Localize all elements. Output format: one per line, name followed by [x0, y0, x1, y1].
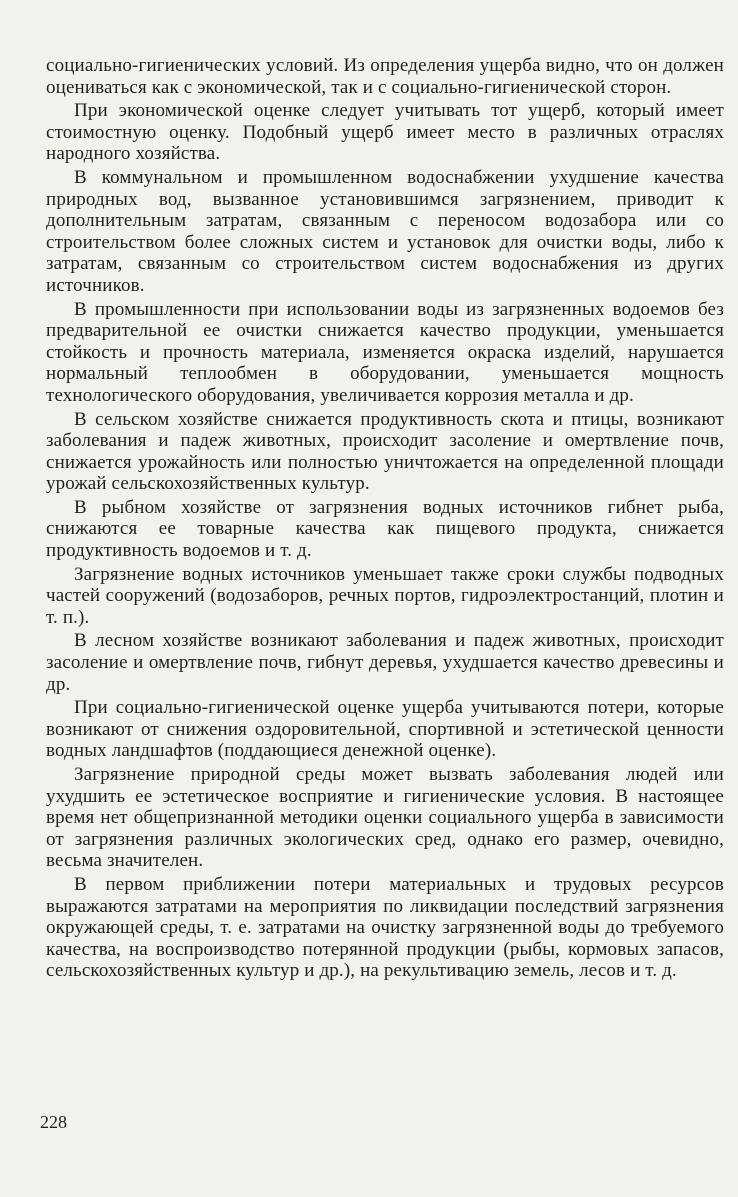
paragraph: социально-гигиенических условий. Из определения ущерба видно, что он должен оцениваться как с экономической, так и с социально-гигиенической сторон. — [46, 55, 724, 98]
page-body — [46, 55, 724, 984]
paragraph: В первом приближении потери материальных и трудовых ресурсов выражаются затратами на мероприятия по ликвидации последствий загрязнения окружающей среды, т. е. затратами на очистку загрязненной воды до требуемого качества, на воспроизводство потерянной продукции (рыбы, кормовых запасов, сельскохозяйственных культур и др.), на рекультивацию земель, лесов и т. д. — [46, 873, 724, 982]
paragraph: При экономической оценке следует учитывать тот ущерб, который имеет стоимостную оценку. Подобный ущерб имеет место в различных отраслях народного хозяйства. — [46, 100, 724, 165]
paragraph: В лесном хозяйстве возникают заболевания и падеж животных, происходит засоление и омертвление почв, гибнут деревья, ухудшается качество древесины и др. — [46, 630, 724, 695]
paragraph: В промышленности при использовании воды из загрязненных водоемов без предварительной ее очистки снижается качество продукции, уменьшается стойкость и прочность материала, изменяется окраска изделий, нарушается нормальный теплообмен в оборудовании, уменьшается мощность технологического оборудования, увеличивается коррозия металла и др. — [46, 298, 724, 406]
paragraph: Загрязнение природной среды может вызвать заболевания людей или ухудшить ее эстетическое восприятие и гигиенические условия. В настоящее время нет общепризнанной методики оценки социального ущерба в зависимости от загрязнения различных экологических сред, однако его размер, очевидно, весьма значителен. — [46, 764, 724, 872]
paragraph: При социально-гигиенической оценке ущерба учитываются потери, которые возникают от снижения оздоровительной, спортивной и эстетической ценности водных ландшафтов (поддающиеся денежной оценке). — [46, 697, 724, 762]
paragraph: В коммунальном и промышленном водоснабжении ухудшение качества природных вод, вызванное установившимся загрязнением, приводит к дополнительным затратам, связанным с переносом водозабора или со строительством более сложных систем и установок для очистки воды, либо к затратам, связанным со строительством систем водоснабжения из других источников. — [46, 166, 724, 296]
paragraph: Загрязнение водных источников уменьшает также сроки службы подводных частей сооружений (водозаборов, речных портов, гидроэлектростанций, плотин и т. п.). — [46, 563, 724, 628]
page-number: 228 — [40, 1112, 67, 1132]
paragraph: В сельском хозяйстве снижается продуктивность скота и птицы, возникают заболевания и падеж животных, происходит засоление и омертвление почв, снижается урожайность или полностью уничтожается на определенной площади урожай сельскохозяйственных культур. — [46, 408, 724, 495]
paragraph: В рыбном хозяйстве от загрязнения водных источников гибнет рыба, снижаются ее товарные качества как пищевого продукта, снижается продуктивность водоемов и т. д. — [46, 496, 724, 562]
